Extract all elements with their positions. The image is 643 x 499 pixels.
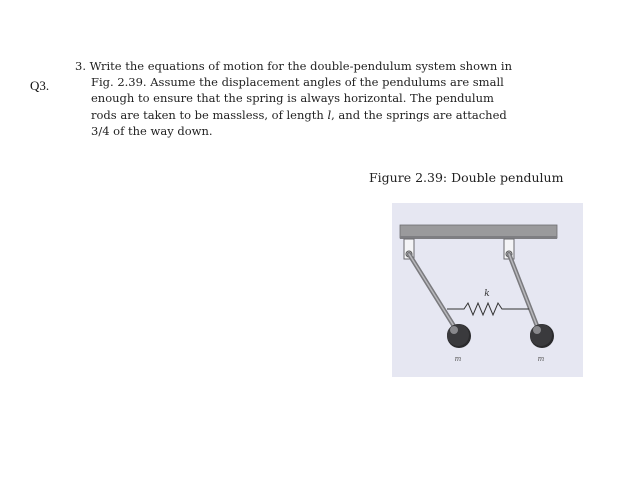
problem-number: 3. xyxy=(75,59,86,73)
problem-line-1-text: Write the equations of motion for the double-pendulum system shown in xyxy=(89,59,512,73)
spring-label: k xyxy=(484,289,490,299)
left-rod-highlight xyxy=(409,254,457,331)
question-label: Q3. xyxy=(30,78,50,93)
problem-line-4a: rods are taken to be massless, of length xyxy=(91,107,328,122)
left-mass-label: m xyxy=(454,355,462,363)
right-mass xyxy=(530,324,552,346)
double-pendulum-figure xyxy=(392,203,583,377)
problem-text xyxy=(75,58,575,139)
problem-line-4 xyxy=(75,107,575,123)
length-symbol: l xyxy=(327,107,332,122)
problem-line-2: Fig. 2.39. Assume the displacement angles of the pendulums are small xyxy=(91,75,504,90)
figure-caption: Figure 2.39: Double pendulum xyxy=(369,170,564,185)
spring xyxy=(447,303,529,315)
right-mass-label: m xyxy=(537,355,545,363)
problem-line-1 xyxy=(75,58,575,74)
problem-line-3: enough to ensure that the spring is always horizontal. The pendulum xyxy=(91,91,494,106)
problem-line-4b: , and the springs are attached xyxy=(331,107,507,122)
ceiling-beam-shadow xyxy=(400,236,557,239)
right-rod-highlight xyxy=(509,254,539,331)
double-pendulum-diagram xyxy=(392,203,583,377)
right-mass-highlight xyxy=(533,326,541,334)
problem-line-5: 3/4 of the way down. xyxy=(91,123,213,138)
left-mass-highlight xyxy=(450,326,458,334)
left-mass xyxy=(447,324,469,346)
